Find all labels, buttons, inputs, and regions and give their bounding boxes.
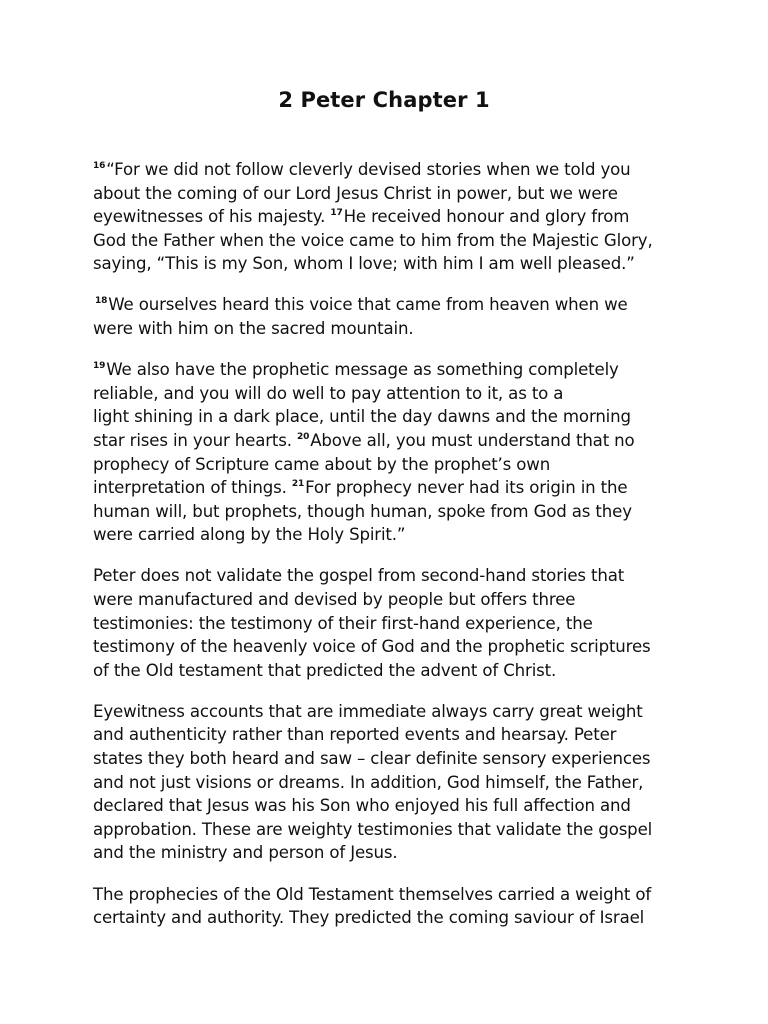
line-text: God the Father when the voice came to him from the Majestic Glory, xyxy=(93,230,653,250)
line-text: We also have the prophetic message as something completely xyxy=(106,360,619,380)
verse-number: 16 xyxy=(93,161,106,171)
text-line xyxy=(93,588,683,612)
verse-number: 20 xyxy=(296,431,310,442)
text-line xyxy=(93,771,683,795)
text-line xyxy=(93,205,683,229)
line-text: Peter does not validate the gospel from second-hand stories that xyxy=(93,566,625,586)
text-line xyxy=(93,317,683,341)
text-line xyxy=(93,841,683,865)
text-line xyxy=(93,564,683,588)
line-text: states they both heard and saw – clear definite sensory experiences xyxy=(93,749,651,769)
line-text: He received honour and glory from xyxy=(343,207,630,227)
paragraph-commentary-3 xyxy=(93,883,683,930)
text-line xyxy=(93,906,683,930)
text-line xyxy=(93,382,683,406)
text-line xyxy=(93,818,683,842)
line-text: testimonies: the testimony of their first-hand experience, the xyxy=(93,613,593,633)
line-text: star rises in your hearts. xyxy=(93,430,297,450)
line-text: of the Old testament that predicted the advent of Christ. xyxy=(93,660,557,680)
line-text: were carried along by the Holy Spirit.” xyxy=(93,525,406,545)
line-text: approbation. These are weighty testimonies that validate the gospel xyxy=(93,819,653,839)
text-line xyxy=(93,476,683,500)
line-text: testimony of the heavenly voice of God and the prophetic scriptures xyxy=(93,637,651,657)
line-text: and not just visions or dreams. In addition, God himself, the Father, xyxy=(93,772,644,792)
text-line xyxy=(93,229,683,253)
text-line xyxy=(93,429,683,453)
line-text: For prophecy never had its origin in the xyxy=(305,478,628,498)
verse-number: 21 xyxy=(291,479,305,490)
text-line xyxy=(93,158,683,182)
text-line xyxy=(93,700,683,724)
line-text: prophecy of Scripture came about by the prophet’s own xyxy=(93,454,551,474)
page-title: 2 Peter Chapter 1 xyxy=(278,88,490,112)
text-line xyxy=(93,523,683,547)
text-line xyxy=(93,723,683,747)
line-text: and authenticity rather than reported events and hearsay. Peter xyxy=(93,725,617,745)
text-line xyxy=(93,883,683,907)
line-text: and the ministry and person of Jesus. xyxy=(93,843,398,863)
line-text: human will, but prophets, though human, spoke from God as they xyxy=(93,501,632,521)
paragraph-scripture-3 xyxy=(93,358,683,547)
line-text: reliable, and you will do well to pay attention to it, as to a xyxy=(93,383,564,403)
text-line xyxy=(93,405,683,429)
text-line xyxy=(93,182,683,206)
text-line xyxy=(93,659,683,683)
line-text: The prophecies of the Old Testament themselves carried a weight of xyxy=(93,884,652,904)
text-line xyxy=(93,635,683,659)
text-line xyxy=(93,358,683,382)
paragraph-commentary-1 xyxy=(93,564,683,682)
paragraph-commentary-2 xyxy=(93,700,683,865)
line-text: were manufactured and devised by people but offers three xyxy=(93,590,576,609)
text-line xyxy=(93,500,683,524)
line-text: were with him on the sacred mountain. xyxy=(93,319,414,339)
line-text: Above all, you must understand that no xyxy=(310,430,635,450)
line-text: about the coming of our Lord Jesus Christ in power, but we were xyxy=(93,183,618,203)
text-line xyxy=(93,612,683,636)
line-text: saying, “This is my Son, whom I love; with him I am well pleased.” xyxy=(93,254,635,274)
line-text: declared that Jesus was his Son who enjoyed his full affection and xyxy=(93,796,631,816)
line-text: Eyewitness accounts that are immediate always carry great weight xyxy=(93,701,643,721)
line-text: We ourselves heard this voice that came from heaven when we xyxy=(108,295,628,315)
text-line xyxy=(93,252,683,276)
verse-number: 17 xyxy=(330,208,343,219)
text-line xyxy=(93,747,683,771)
text-line xyxy=(93,453,683,477)
text-line xyxy=(93,293,683,317)
line-text: interpretation of things. xyxy=(93,478,292,498)
paragraph-scripture-2 xyxy=(93,293,683,340)
verse-number: 18 xyxy=(95,296,108,307)
line-text: “For we did not follow cleverly devised stories when we told you xyxy=(106,160,631,179)
document-body xyxy=(93,158,683,947)
paragraph-scripture-1 xyxy=(93,158,683,276)
text-line xyxy=(93,794,683,818)
verse-number: 19 xyxy=(93,361,106,372)
line-text: certainty and authority. They predicted the coming saviour of Israel xyxy=(93,908,645,928)
line-text: light shining in a dark place, until the day dawns and the morning xyxy=(93,407,631,427)
line-text: eyewitnesses of his majesty. xyxy=(93,207,331,227)
